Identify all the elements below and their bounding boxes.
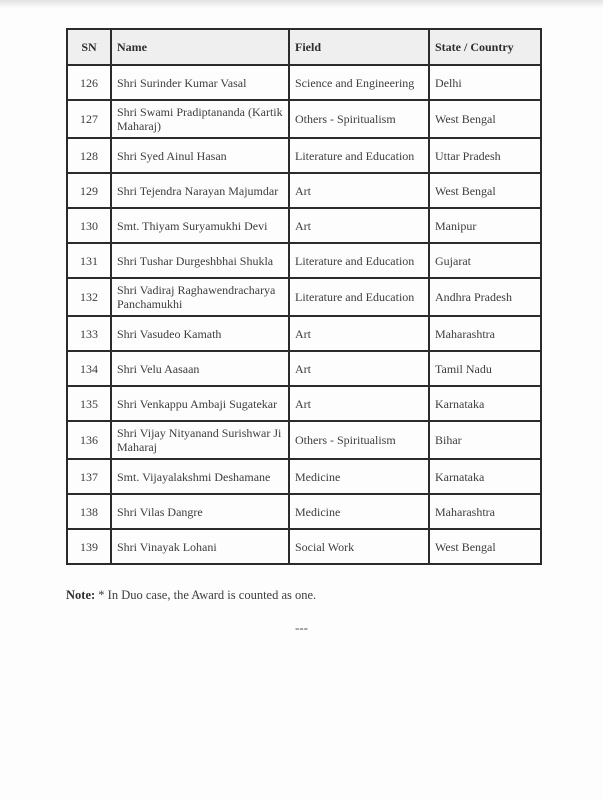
cell-field: Others - Spiritualism <box>289 421 429 459</box>
awardees-table-header <box>67 29 541 65</box>
cell-sn: 129 <box>67 173 111 208</box>
table-row <box>67 421 541 459</box>
table-row <box>67 494 541 529</box>
cell-state-country: Manipur <box>429 208 541 243</box>
cell-state-country: West Bengal <box>429 173 541 208</box>
cell-name: Shri Tejendra Narayan Majumdar <box>111 173 289 208</box>
cell-name: Shri Velu Aasaan <box>111 351 289 386</box>
cell-field: Literature and Education <box>289 138 429 173</box>
cell-sn: 130 <box>67 208 111 243</box>
cell-state-country: West Bengal <box>429 529 541 564</box>
table-row <box>67 529 541 564</box>
table-row <box>67 278 541 316</box>
cell-sn: 133 <box>67 316 111 351</box>
awardees-table-body <box>67 65 541 564</box>
cell-sn: 128 <box>67 138 111 173</box>
page-top-shadow <box>0 0 603 8</box>
cell-name: Shri Vijay Nityanand Surishwar Ji Maharaj <box>111 421 289 459</box>
cell-name: Shri Surinder Kumar Vasal <box>111 65 289 100</box>
cell-state-country: Karnataka <box>429 459 541 494</box>
cell-field: Art <box>289 173 429 208</box>
cell-field: Medicine <box>289 494 429 529</box>
cell-state-country: Uttar Pradesh <box>429 138 541 173</box>
cell-sn: 131 <box>67 243 111 278</box>
cell-state-country: West Bengal <box>429 100 541 138</box>
cell-state-country: Maharashtra <box>429 494 541 529</box>
cell-field: Art <box>289 351 429 386</box>
cell-state-country: Maharashtra <box>429 316 541 351</box>
cell-name: Shri Venkappu Ambaji Sugatekar <box>111 386 289 421</box>
table-row <box>67 351 541 386</box>
table-row <box>67 173 541 208</box>
cell-field: Art <box>289 208 429 243</box>
header-field: Field <box>289 29 429 65</box>
awardees-table-container <box>66 28 540 565</box>
table-row <box>67 65 541 100</box>
header-state-country: State / Country <box>429 29 541 65</box>
cell-sn: 132 <box>67 278 111 316</box>
cell-field: Literature and Education <box>289 278 429 316</box>
cell-field: Social Work <box>289 529 429 564</box>
cell-field: Art <box>289 316 429 351</box>
cell-sn: 126 <box>67 65 111 100</box>
cell-state-country: Gujarat <box>429 243 541 278</box>
cell-sn: 127 <box>67 100 111 138</box>
cell-field: Literature and Education <box>289 243 429 278</box>
end-of-list-mark: --- <box>295 620 308 635</box>
table-row <box>67 316 541 351</box>
cell-field: Science and Engineering <box>289 65 429 100</box>
cell-name: Shri Tushar Durgeshbhai Shukla <box>111 243 289 278</box>
cell-field: Art <box>289 386 429 421</box>
cell-name: Shri Syed Ainul Hasan <box>111 138 289 173</box>
cell-name: Shri Vadiraj Raghawendracharya Panchamukhi <box>111 278 289 316</box>
table-row <box>67 459 541 494</box>
header-name: Name <box>111 29 289 65</box>
cell-sn: 135 <box>67 386 111 421</box>
cell-name: Shri Vilas Dangre <box>111 494 289 529</box>
cell-sn: 137 <box>67 459 111 494</box>
cell-name: Shri Vasudeo Kamath <box>111 316 289 351</box>
table-row <box>67 100 541 138</box>
cell-name: Shri Vinayak Lohani <box>111 529 289 564</box>
cell-field: Medicine <box>289 459 429 494</box>
footnote <box>66 588 316 603</box>
header-sn: SN <box>67 29 111 65</box>
cell-state-country: Delhi <box>429 65 541 100</box>
cell-field: Others - Spiritualism <box>289 100 429 138</box>
cell-sn: 136 <box>67 421 111 459</box>
cell-name: Smt. Vijayalakshmi Deshamane <box>111 459 289 494</box>
footnote-text: * In Duo case, the Award is counted as one. <box>95 588 317 602</box>
table-row <box>67 138 541 173</box>
cell-state-country: Karnataka <box>429 386 541 421</box>
table-row <box>67 208 541 243</box>
awardees-table <box>66 28 542 565</box>
table-row <box>67 386 541 421</box>
cell-sn: 134 <box>67 351 111 386</box>
cell-state-country: Andhra Pradesh <box>429 278 541 316</box>
header-row <box>67 29 541 65</box>
table-row <box>67 243 541 278</box>
cell-sn: 139 <box>67 529 111 564</box>
cell-name: Smt. Thiyam Suryamukhi Devi <box>111 208 289 243</box>
cell-name: Shri Swami Pradiptananda (Kartik Maharaj) <box>111 100 289 138</box>
cell-state-country: Tamil Nadu <box>429 351 541 386</box>
cell-state-country: Bihar <box>429 421 541 459</box>
footnote-label: Note: <box>66 588 96 602</box>
cell-sn: 138 <box>67 494 111 529</box>
